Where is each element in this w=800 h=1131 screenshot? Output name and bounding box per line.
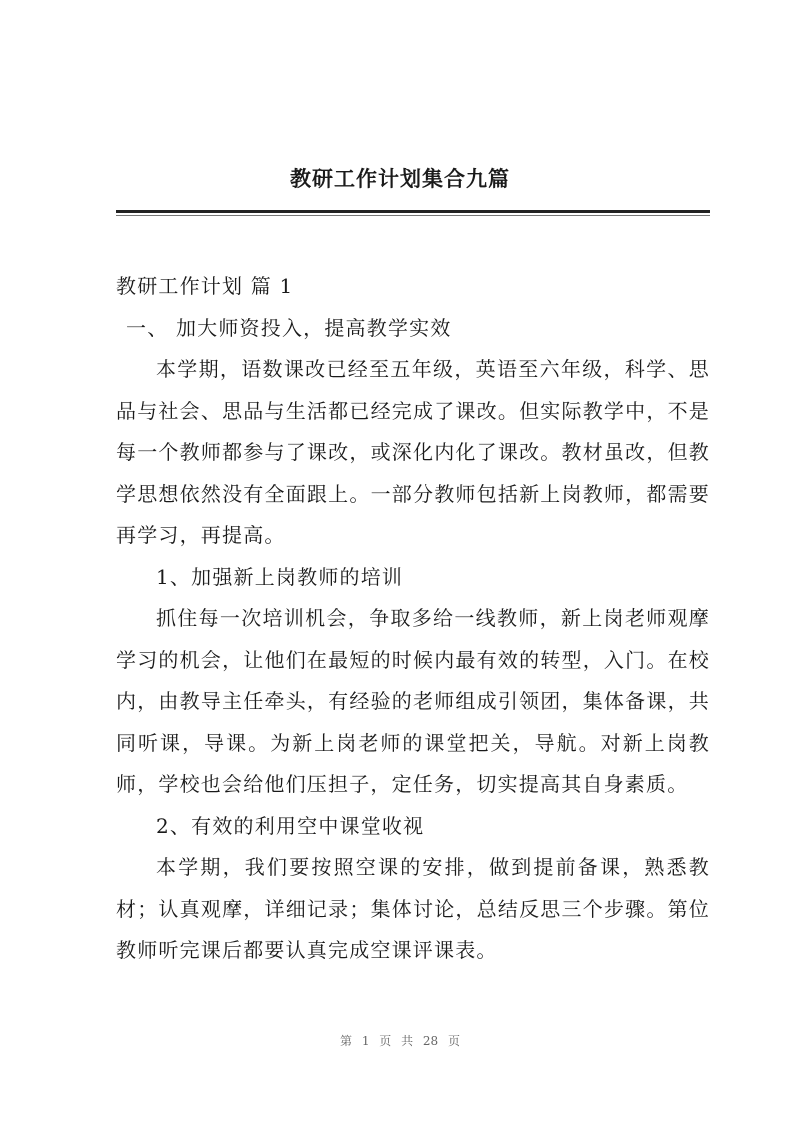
item-heading: 1、加强新上岗教师的培训 [156,564,404,589]
title-divider-thin [116,215,710,216]
document-title: 教研工作计划集合九篇 [290,167,510,191]
page-number: 第 1 页 共 28 页 [340,1034,460,1048]
item-heading: 2、有效的利用空中课堂收视 [156,813,425,838]
document-body [116,266,710,972]
section-heading: 教研工作计划 篇 1 [116,274,294,298]
paragraph: 本学期，语数课改已经至五年级，英语至六年级，科学、思品与社会、思品与生活都已经完成了课改。但实际教学中，不是每一个教师都参与了课改，或深化内化了课改。教材虽改，但教学思想依然没有全面跟上。一部分教师包括新上岗教师，都需要再学习，再提高。 [116,357,710,547]
title-divider [116,210,710,213]
subheading: 一、 加大师资投入，提高教学实效 [126,315,452,340]
paragraph: 抓住每一次培训机会，争取多给一线教师，新上岗老师观摩学习的机会，让他们在最短的时候内最有效的转型，入门。在校内，由教导主任牵头，有经验的老师组成引领团，集体备课，共同听课，导课。为新上岗老师的课堂把关，导航。对新上岗教师，学校也会给他们压担子，定任务，切实提高其自身素质。 [116,606,710,796]
paragraph: 本学期，我们要按照空课的安排，做到提前备课，熟悉教材；认真观摩，详细记录；集体讨论，总结反思三个步骤。第位教师听完课后都要认真完成空课评课表。 [116,855,710,962]
